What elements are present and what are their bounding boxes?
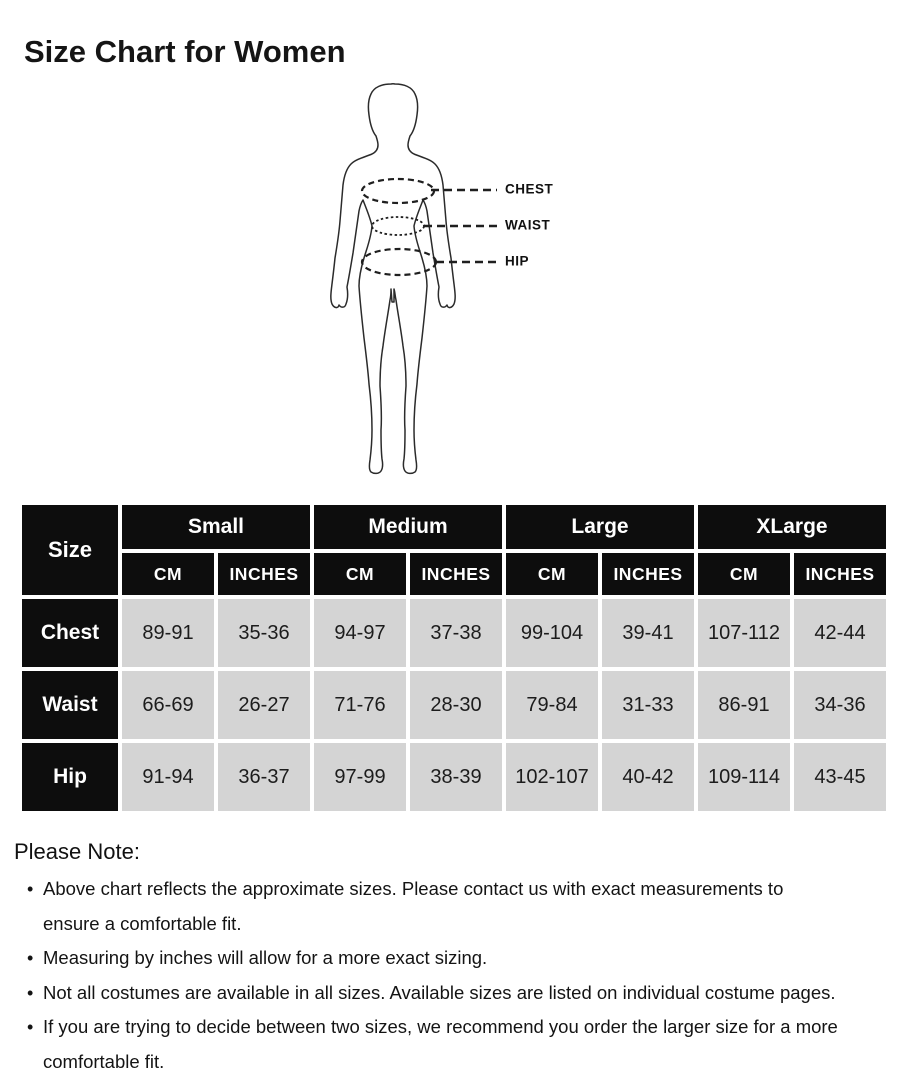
table-cell: 43-45	[794, 743, 886, 811]
unit-header-inches: INCHES	[602, 553, 694, 595]
table-cell: 99-104	[506, 599, 598, 667]
body-silhouette	[331, 84, 455, 474]
note-line: • Measuring by inches will allow for a more exact sizing.	[43, 947, 488, 968]
unit-header-inches: INCHES	[218, 553, 310, 595]
unit-header-cm: CM	[122, 553, 214, 595]
table-cell: 102-107	[506, 743, 598, 811]
table-cell: 37-38	[410, 599, 502, 667]
note-line: ensure a comfortable fit.	[43, 912, 242, 934]
row-header-hip: Hip	[22, 743, 118, 811]
table-cell: 39-41	[602, 599, 694, 667]
note-line: comfortable fit.	[43, 1050, 165, 1072]
unit-header-inches: INCHES	[410, 553, 502, 595]
note-line: • Not all costumes are available in all sizes. Available sizes are listed on individual costume pages.	[43, 981, 836, 1003]
table-cell: 71-76	[314, 671, 406, 739]
table-cell: 36-37	[218, 743, 310, 811]
table-row-waist	[22, 671, 886, 739]
table-cell: 86-91	[698, 671, 790, 739]
unit-header-cm: CM	[698, 553, 790, 595]
notes-section	[14, 836, 899, 1079]
female-body-outline-icon	[325, 78, 605, 480]
notes-heading: Please Note:	[14, 839, 140, 864]
table-cell: 34-36	[794, 671, 886, 739]
hip-label: HIP	[505, 253, 530, 269]
note-item	[14, 976, 899, 1011]
unit-header-cm: CM	[506, 553, 598, 595]
table-cell: 97-99	[314, 743, 406, 811]
row-header-waist: Waist	[22, 671, 118, 739]
note-line: • If you are trying to decide between two sizes, we recommend you order the larger size for a more	[43, 1016, 838, 1037]
note-list	[14, 872, 899, 1079]
unit-header-inches: INCHES	[794, 553, 886, 595]
chest-label: CHEST	[505, 181, 554, 197]
table-cell: 38-39	[410, 743, 502, 811]
table-row-hip	[22, 743, 886, 811]
table-cell: 107-112	[698, 599, 790, 667]
group-header-xlarge: XLarge	[698, 505, 886, 549]
note-item	[14, 941, 899, 976]
table-cell: 91-94	[122, 743, 214, 811]
note-line: • Above chart reflects the approximate sizes. Please contact us with exact measurements to	[43, 878, 784, 899]
waist-label: WAIST	[505, 217, 551, 233]
note-item	[14, 872, 899, 941]
note-item	[14, 1010, 899, 1079]
table-cell: 26-27	[218, 671, 310, 739]
table-cell: 66-69	[122, 671, 214, 739]
table-cell: 31-33	[602, 671, 694, 739]
unit-header-cm: CM	[314, 553, 406, 595]
row-header-chest: Chest	[22, 599, 118, 667]
size-chart-table	[18, 501, 890, 815]
table-cell: 109-114	[698, 743, 790, 811]
table-corner-size: Size	[22, 505, 118, 595]
table-cell: 94-97	[314, 599, 406, 667]
page-title: Size Chart for Women	[24, 33, 346, 69]
group-header-medium: Medium	[314, 505, 502, 549]
table-cell: 40-42	[602, 743, 694, 811]
group-header-large: Large	[506, 505, 694, 549]
table-cell: 79-84	[506, 671, 598, 739]
table-cell: 89-91	[122, 599, 214, 667]
table-cell: 28-30	[410, 671, 502, 739]
group-header-small: Small	[122, 505, 310, 549]
table-row-chest	[22, 599, 886, 667]
body-measurement-diagram	[325, 78, 605, 480]
table-cell: 35-36	[218, 599, 310, 667]
table-cell: 42-44	[794, 599, 886, 667]
